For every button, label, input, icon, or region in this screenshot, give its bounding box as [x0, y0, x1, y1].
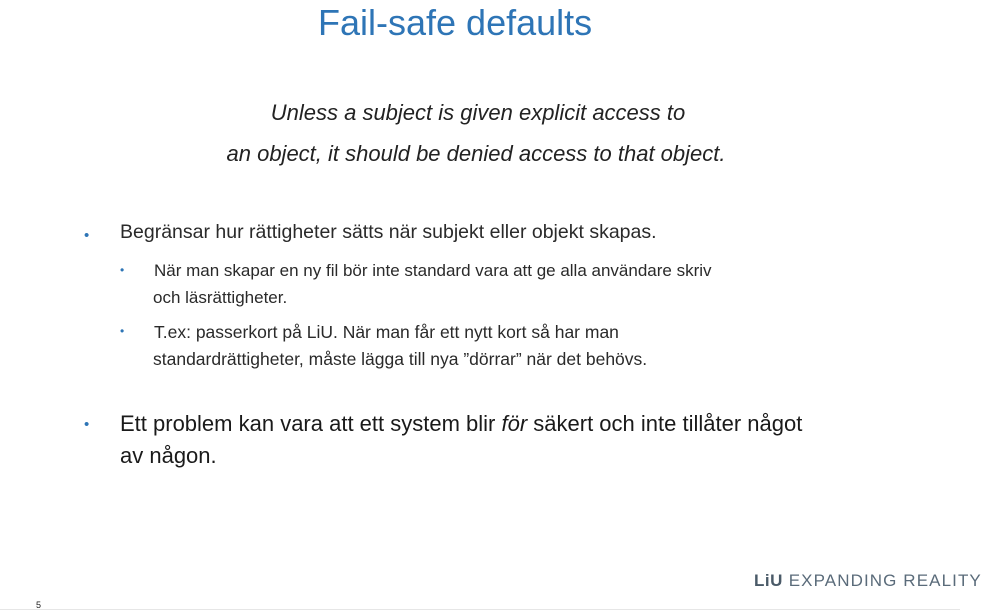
- quote-line-1: Unless a subject is given explicit access to: [270, 100, 686, 125]
- sub-bullet-dot-icon: •: [120, 324, 125, 338]
- quote-line-2: an object, it should be denied access to that object.: [226, 141, 726, 166]
- bullet-2-line-1: [120, 411, 802, 437]
- slide-number: 5: [36, 600, 42, 610]
- liu-logo-tagline: EXPANDING REALITY: [788, 571, 982, 590]
- bullet-1-text: Begränsar hur rättigheter sätts när subjekt eller objekt skapas.: [120, 221, 657, 243]
- bullet-2-text-after: säkert och inte tillåter något: [527, 411, 803, 436]
- bullet-2-line-2: av någon.: [120, 443, 217, 468]
- sub-bullet-1-line-1: När man skapar en ny fil bör inte standard vara att ge alla användare skriv: [154, 261, 712, 280]
- sub-bullet-dot-icon: •: [120, 263, 125, 277]
- bullet-dot-icon: •: [84, 227, 90, 244]
- liu-logo: [754, 571, 982, 591]
- sub-bullet-2-line-1: T.ex: passerkort på LiU. När man får ett nytt kort så har man: [154, 322, 619, 342]
- bullet-2-emphasis: för: [501, 411, 528, 436]
- footer-divider: [0, 609, 960, 610]
- slide-title: Fail-safe defaults: [318, 2, 593, 43]
- sub-bullet-2-line-2: standardrättigheter, måste lägga till nya ”dörrar” när det behövs.: [153, 349, 648, 369]
- sub-bullet-1-line-2: och läsrättigheter.: [153, 288, 288, 307]
- bullet-2-text-before: Ett problem kan vara att ett system blir: [120, 411, 502, 436]
- bullet-dot-icon: •: [84, 416, 90, 433]
- liu-logo-mark: LiU: [754, 571, 783, 590]
